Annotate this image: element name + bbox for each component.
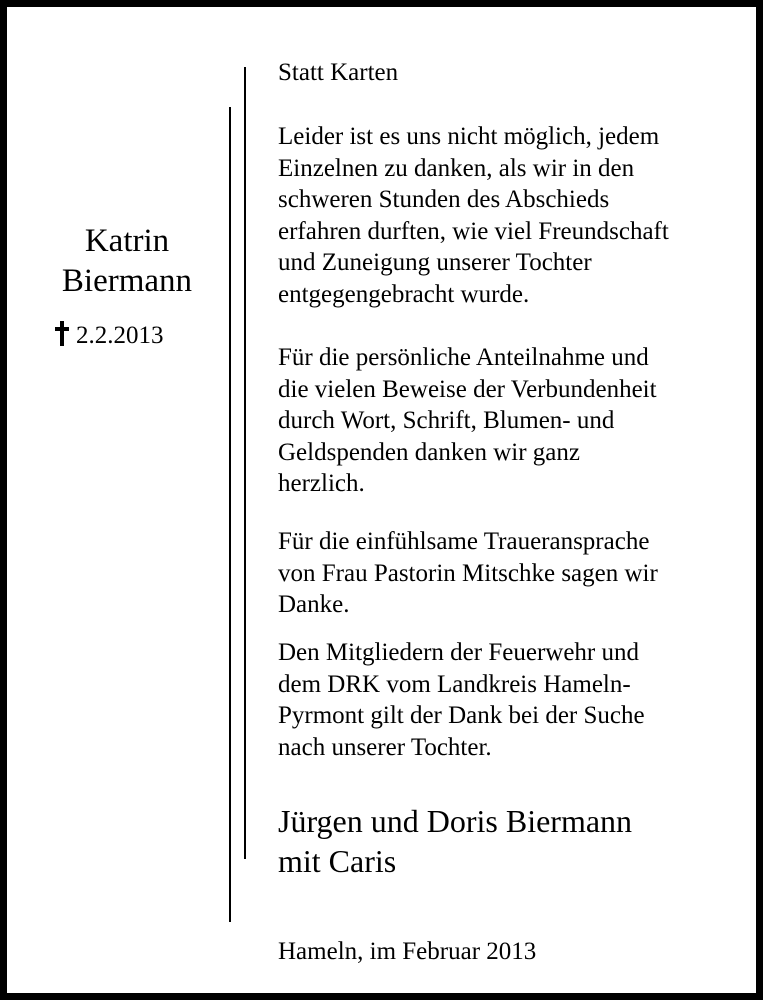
text-line: schweren Stunden des Abschieds — [278, 186, 610, 213]
text-line: von Frau Pastorin Mitschke sagen wir — [278, 559, 658, 587]
text-line: Pyrmont gilt der Dank bei der Suche — [278, 702, 645, 729]
paragraph-pastor — [278, 526, 658, 621]
text-line: entgegengebracht wurde. — [278, 280, 530, 308]
text-line: Für die persönliche Anteilnahme und — [278, 344, 649, 371]
text-line: nach unserer Tochter. — [278, 733, 492, 761]
signature-line: mit Caris — [278, 843, 397, 879]
text-line: Danke. — [278, 591, 350, 618]
signature — [278, 801, 632, 881]
divider-line-left — [229, 107, 231, 922]
deceased-name — [37, 221, 217, 301]
first-name: Katrin — [84, 223, 170, 259]
last-name: Biermann — [61, 263, 193, 299]
text-line: Leider ist es uns nicht möglich, jedem — [278, 123, 660, 150]
text-line: dem DRK vom Landkreis Hameln- — [278, 670, 631, 698]
text-line: Geldspenden danken wir ganz — [278, 438, 580, 466]
text-line: herzlich. — [278, 470, 365, 497]
text-line: Für die einfühlsame Traueransprache — [278, 528, 650, 555]
text-line: Einzelnen zu danken, als wir in den — [278, 154, 635, 182]
notice-heading: Statt Karten — [278, 59, 399, 86]
text-line: die vielen Beweise der Verbundenheit — [278, 375, 657, 403]
death-date-line — [55, 320, 164, 352]
death-date: 2.2.2013 — [76, 322, 164, 349]
cross-icon — [55, 321, 69, 346]
text-line: durch Wort, Schrift, Blumen- und — [278, 407, 615, 434]
paragraph-sympathy — [278, 342, 657, 500]
paragraph-thanks — [278, 121, 669, 310]
text-line: und Zuneigung unserer Tochter — [278, 249, 592, 276]
paragraph-fire-brigade — [278, 637, 645, 763]
text-line: Den Mitgliedern der Feuerwehr und — [278, 639, 639, 666]
signature-line: Jürgen und Doris Biermann — [278, 803, 633, 839]
divider-line-right — [244, 67, 246, 859]
text-line: erfahren durften, wie viel Freundschaft — [278, 217, 669, 245]
place-date: Hameln, im Februar 2013 — [278, 938, 537, 965]
